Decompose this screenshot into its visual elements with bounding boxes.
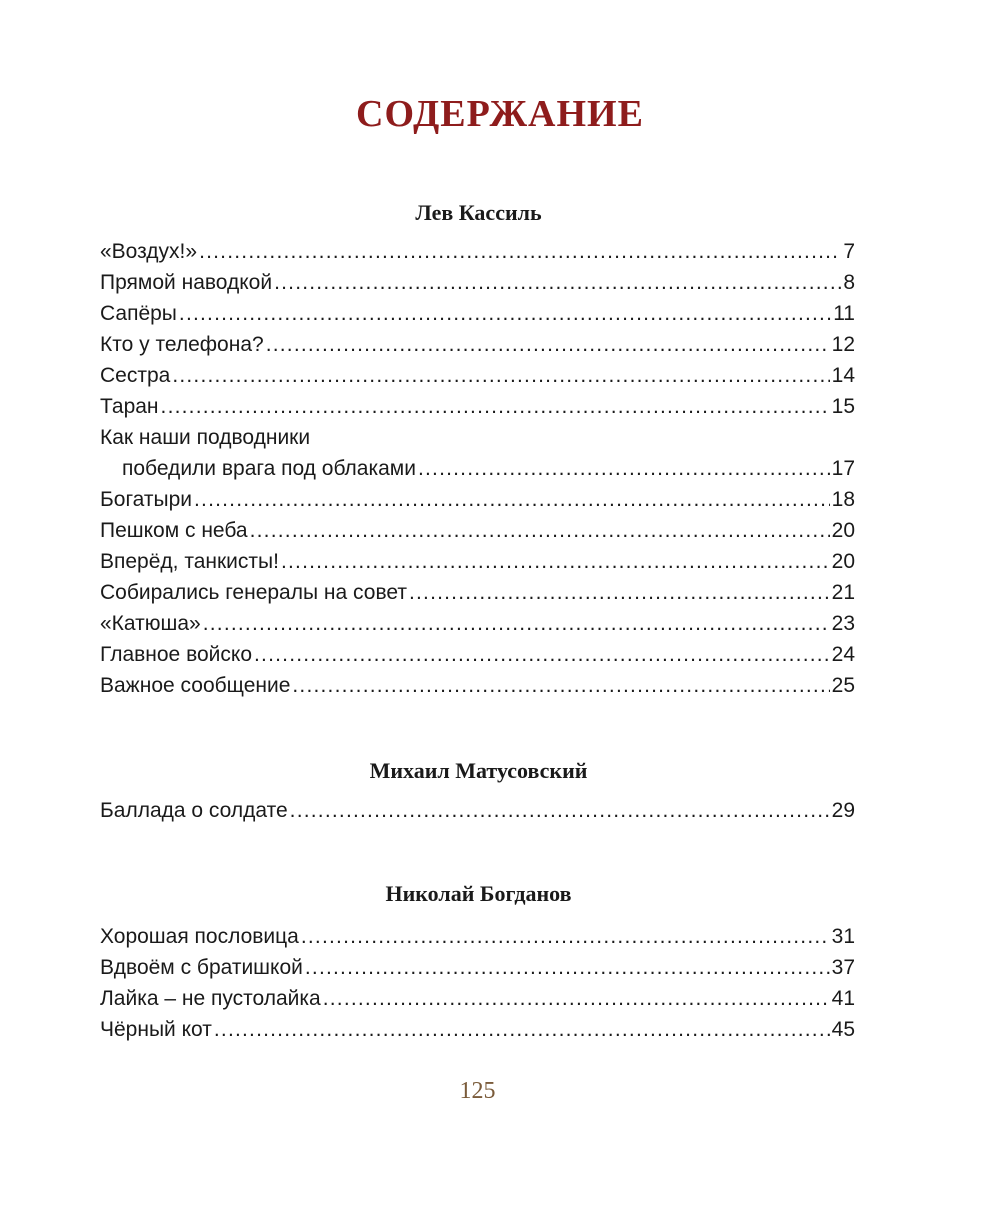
- toc-entry[interactable]: [100, 329, 855, 360]
- entry-title: Баллада о солдате: [100, 799, 288, 822]
- dot-leader: [172, 360, 829, 391]
- dot-leader: [199, 236, 841, 267]
- entry-title: Сапёры: [100, 302, 177, 325]
- entry-title-line1: Как наши подводники: [100, 426, 311, 449]
- entry-title: Пешком с неба: [100, 519, 248, 542]
- dot-leader: [290, 795, 830, 826]
- toc-section-3: [100, 921, 855, 1045]
- dot-leader: [409, 577, 830, 608]
- entry-title: Вдвоём с братишкой: [100, 956, 303, 979]
- entry-page: 7: [843, 240, 855, 263]
- entry-title: Собирались генералы на совет: [100, 581, 407, 604]
- toc-entry[interactable]: [100, 952, 855, 983]
- dot-leader: [179, 298, 831, 329]
- entry-page: 18: [831, 488, 855, 511]
- toc-entry[interactable]: [100, 515, 855, 546]
- entry-title: Чёрный кот: [100, 1018, 212, 1041]
- entry-page: 31: [831, 925, 855, 948]
- entry-title: Кто у телефона?: [100, 333, 264, 356]
- entry-page: 14: [831, 364, 855, 387]
- toc-entry[interactable]: [100, 670, 855, 701]
- entry-page: 25: [831, 674, 855, 697]
- dot-leader: [281, 546, 830, 577]
- dot-leader: [274, 267, 841, 298]
- entry-page: 45: [831, 1018, 855, 1041]
- dot-leader: [254, 639, 830, 670]
- toc-entry[interactable]: [100, 391, 855, 422]
- entry-page: 20: [831, 519, 855, 542]
- toc-entry[interactable]: [100, 983, 855, 1014]
- entry-title-line2: победили врага под облаками: [122, 457, 416, 480]
- entry-title: «Воздух!»: [100, 240, 198, 263]
- toc-entry[interactable]: [100, 608, 855, 639]
- page-number: 125: [459, 1078, 496, 1104]
- entry-title: Главное войско: [100, 643, 253, 666]
- toc-entry[interactable]: [100, 795, 855, 826]
- entry-page: 15: [831, 395, 855, 418]
- dot-leader: [203, 608, 830, 639]
- dot-leader: [292, 670, 829, 701]
- entry-title: «Катюша»: [100, 612, 201, 635]
- entry-page: 17: [831, 457, 855, 480]
- page-title: СОДЕРЖАНИЕ: [356, 93, 644, 135]
- entry-page: 20: [831, 550, 855, 573]
- dot-leader: [161, 391, 830, 422]
- toc-section-1: [100, 236, 855, 701]
- entry-title: Богатыри: [100, 488, 192, 511]
- section-author-1: Лев Кассиль: [415, 200, 542, 225]
- dot-leader: [418, 453, 830, 484]
- toc-entry[interactable]: [100, 298, 855, 329]
- entry-page: 29: [831, 799, 855, 822]
- toc-section-2: [100, 795, 855, 826]
- entry-page: 21: [831, 581, 855, 604]
- entry-page: 12: [831, 333, 855, 356]
- entry-page: 8: [843, 271, 855, 294]
- dot-leader: [214, 1014, 830, 1045]
- dot-leader: [305, 952, 830, 983]
- dot-leader: [266, 329, 830, 360]
- toc-entry[interactable]: [100, 921, 855, 952]
- section-author-3: Николай Богданов: [385, 881, 572, 906]
- toc-entry[interactable]: [100, 484, 855, 515]
- toc-entry[interactable]: [100, 546, 855, 577]
- entry-continuation: [100, 453, 855, 484]
- toc-entry[interactable]: [100, 1014, 855, 1045]
- entry-title: Хорошая пословица: [100, 925, 299, 948]
- toc-entry[interactable]: [100, 236, 855, 267]
- toc-entry-multiline[interactable]: [100, 422, 855, 484]
- entry-title: Лайка – не пустолайка: [100, 987, 321, 1010]
- toc-entry[interactable]: [100, 577, 855, 608]
- entry-page: 11: [833, 302, 855, 325]
- entry-page: 37: [831, 956, 855, 979]
- entry-title: Важное сообщение: [100, 674, 291, 697]
- entry-title: Таран: [100, 395, 159, 418]
- dot-leader: [323, 983, 830, 1014]
- entry-title: Вперёд, танкисты!: [100, 550, 279, 573]
- entry-page: 23: [831, 612, 855, 635]
- entry-page: 24: [831, 643, 855, 666]
- dot-leader: [301, 921, 830, 952]
- toc-entry[interactable]: [100, 639, 855, 670]
- toc-entry[interactable]: [100, 267, 855, 298]
- entry-title: Сестра: [100, 364, 171, 387]
- toc-entry[interactable]: [100, 360, 855, 391]
- dot-leader: [194, 484, 830, 515]
- entry-title: Прямой наводкой: [100, 271, 273, 294]
- section-author-2: Михаил Матусовский: [369, 758, 588, 783]
- entry-page: 41: [831, 987, 855, 1010]
- dot-leader: [250, 515, 830, 546]
